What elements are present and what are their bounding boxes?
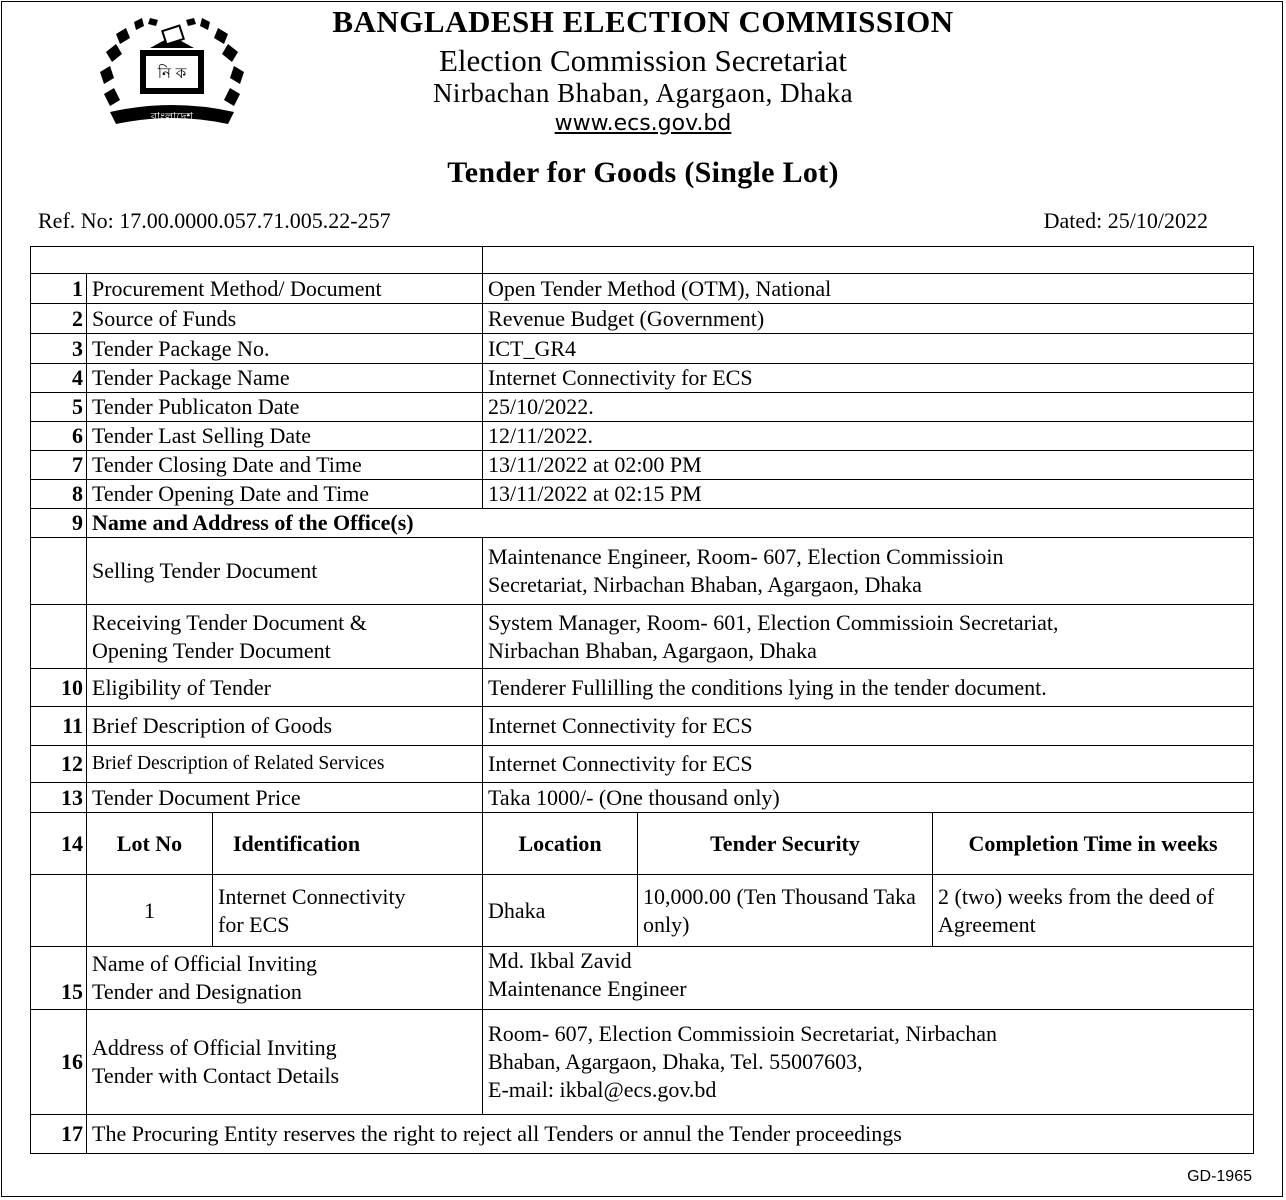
table-row: 2 Source of Funds Revenue Budget (Government)	[31, 304, 1254, 334]
table-row: 7 Tender Closing Date and Time 13/11/2022 at 02:00 PM	[31, 451, 1254, 480]
table-row: 3 Tender Package No. ICT_GR4	[31, 334, 1254, 364]
table-row: 4 Tender Package Name Internet Connectivity for ECS	[31, 364, 1254, 393]
table-row: 8 Tender Opening Date and Time 13/11/2022 at 02:15 PM	[31, 480, 1254, 509]
website-link[interactable]: www.ecs.gov.bd	[554, 111, 732, 136]
table-row: 12 Brief Description of Related Services Internet Connectivity for ECS	[31, 746, 1254, 783]
table-row: 9 Name and Address of the Office(s)	[31, 509, 1254, 538]
emblem-ribbon-text: বাংলাদেশ	[150, 110, 194, 123]
org-name: BANGLADESH ELECTION COMMISSION	[332, 4, 954, 39]
footer-code: GD-1965	[1187, 1168, 1252, 1185]
table-row: 6 Tender Last Selling Date 12/11/2022.	[31, 422, 1254, 451]
reference-number: Ref. No: 17.00.0000.057.71.005.22-257	[38, 208, 391, 233]
table-row: Receiving Tender Document & Opening Tender Document System Manager, Room- 601, Election Commissioin Secretariat, Nirbachan Bhaban, Agargaon, Dhaka	[31, 605, 1254, 669]
table-row: 10 Eligibility of Tender Tenderer Fullilling the conditions lying in the tender document.	[31, 669, 1254, 707]
emblem-text: নি ক	[157, 64, 187, 82]
lot-data-row: 1 Internet Connectivity for ECS Dhaka 10,000.00 (Ten Thousand Taka only) 2 (two) weeks from the deed of Agreement	[31, 875, 1254, 947]
secretariat-name: Election Commission Secretariat	[438, 43, 848, 78]
table-row: 17 The Procuring Entity reserves the right to reject all Tenders or annul the Tender proceedings	[31, 1115, 1254, 1154]
document-date: Dated: 25/10/2022	[1043, 208, 1208, 233]
table-row: 5 Tender Publicaton Date 25/10/2022.	[31, 393, 1254, 422]
org-address: Nirbachan Bhaban, Agargaon, Dhaka	[432, 78, 854, 108]
table-header-blank-row	[31, 247, 1254, 274]
table-row: 16 Address of Official Inviting Tender with Contact Details Room- 607, Election Commissioin Secretariat, Nirbachan Bhaban, Agargaon, Dhaka, Tel. 55007603, E-mail: ikbal@ecs.gov.bd	[31, 1010, 1254, 1115]
election-commission-emblem	[92, 14, 252, 130]
page-title: Tender for Goods (Single Lot)	[447, 156, 839, 189]
table-row: 13 Tender Document Price Taka 1000/- (One thousand only)	[31, 783, 1254, 813]
tender-table	[30, 246, 1254, 1154]
lot-header-row: 14 Lot No Identification Location Tender Security Completion Time in weeks	[31, 813, 1254, 875]
table-row: 1 Procurement Method/ Document Open Tender Method (OTM), National	[31, 274, 1254, 304]
table-row: Selling Tender Document Maintenance Engineer, Room- 607, Election Commissioin Secretariat, Nirbachan Bhaban, Agargaon, Dhaka	[31, 538, 1254, 605]
table-row: 11 Brief Description of Goods Internet Connectivity for ECS	[31, 707, 1254, 746]
table-row: 15 Name of Official Inviting Tender and Designation Md. Ikbal Zavid Maintenance Engineer	[31, 947, 1254, 1010]
